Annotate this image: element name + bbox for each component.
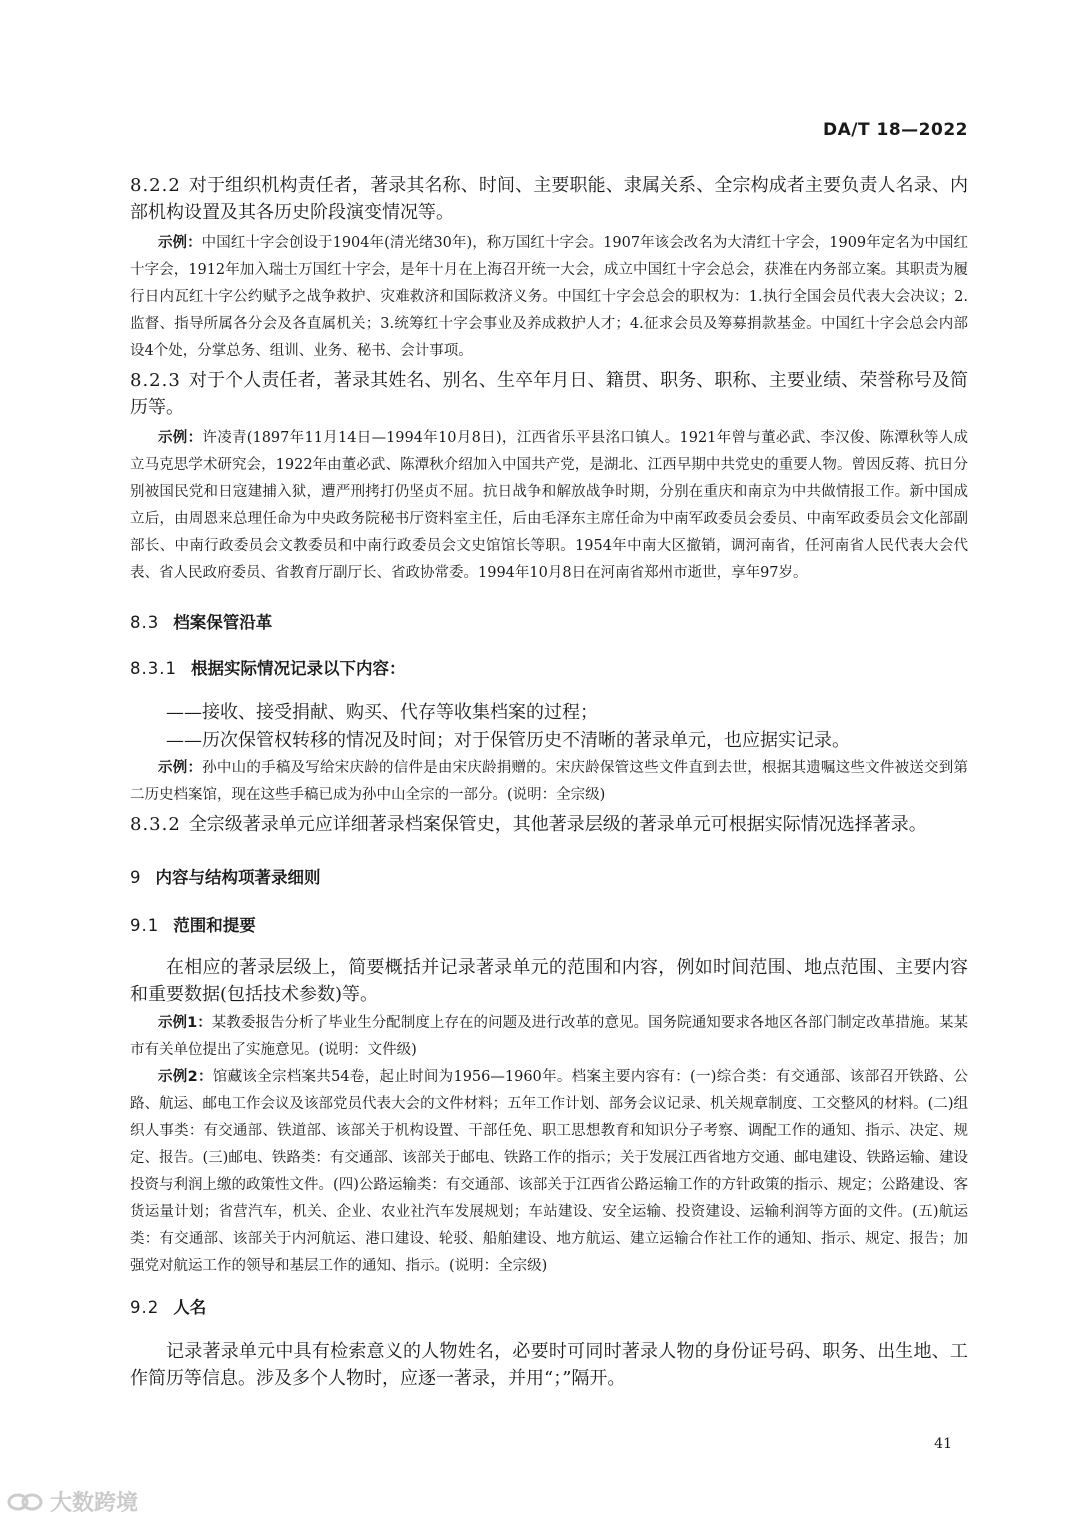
- clause-number: 8.2.3: [130, 370, 181, 391]
- example-8-2-2: [130, 230, 968, 365]
- example-label: 示例：: [158, 760, 203, 776]
- example-text: 某教委报告分析了毕业生分配制度上存在的问题及进行改革的意见。国务院通知要求各地区各部门制定改革措施。某某市有关单位提出了实施意见。(说明：文件级): [130, 1015, 968, 1058]
- heading-9-2: [130, 1296, 968, 1320]
- page-content: [130, 172, 968, 1392]
- heading-9-1: [130, 914, 968, 938]
- clause-text: 对于个人责任者，著录其姓名、别名、生卒年月日、籍贯、职务、职称、主要业绩、荣誉称号及简历等。: [130, 370, 968, 418]
- example-label: 示例：: [158, 430, 203, 446]
- watermark-text: 大数跨境: [50, 1491, 139, 1516]
- heading-number: 9.1: [130, 916, 160, 935]
- example-text: 中国红十字会创设于1904年(清光绪30年)，称万国红十字会。1907年该会改名为大清红十字会，1909年定名为中国红十字会，1912年加入瑞士万国红十字会，是年十月在上海召开统一大会，成立中国红十字会总会，获准在内务部立案。其职责为履行日内瓦红十字公约赋予之战争救护、灾难救济和国际救济义务。中国红十字会总会的职权为：1.执行全国会员代表大会决议；2.监督、指导所属各分会及各直属机关；3.统筹红十字会事业及养成救护人才；4.征求会员及筹募捐款基金。中国红十字会总会内部设4个处，分掌总务、组训、业务、秘书、会计事项。: [130, 235, 969, 359]
- heading-title: 内容与结构项著录细则: [155, 868, 321, 887]
- example-text: 许凌青(1897年11月14日—1994年10月8日)，江西省乐平县洺口镇人。1921年曾与董必武、李汉俊、陈潭秋等人成立马克思学术研究会，1922年由董必武、陈潭秋介绍加入中国共产党，是湖北、江西早期中共党史的重要人物。曾因反蒋、抗日分别被国民党和日寇建捕入狱，遭严刑拷打仍坚贞不屈。抗日战争和解放战争时期，分别在重庆和南京为中共做情报工作。新中国成立后，由周恩来总理任命为中央政务院秘书厅资料室主任，后由毛泽东主席任命为中南军政委员会委员、中南军政委员会文化部副部长、中南行政委员会文教委员和中南行政委员会文史馆馆长等职。1954年中南大区撤销，调河南省，任河南省人民代表大会代表、省人民政府委员、省教育厅副厅长、省政协常委。1994年10月8日在河南省郑州市逝世，享年97岁。: [130, 430, 969, 581]
- paragraph-9-1: 在相应的著录层级上，简要概括并记录著录单元的范围和内容，例如时间范围、地点范围、主要内容和重要数据(包括技术参数)等。: [130, 957, 968, 1005]
- list-item: ——历次保管权转移的情况及时间；对于保管历史不清晰的著录单元，也应据实记录。: [166, 730, 850, 751]
- clause-8-2-3: [130, 367, 968, 421]
- heading-number: 8.3: [130, 613, 160, 632]
- heading-number: 8.3.1: [130, 659, 177, 678]
- heading-title: 根据实际情况记录以下内容：: [190, 659, 406, 678]
- example-9-1-2: [130, 1064, 968, 1280]
- example-9-1-1: [130, 1010, 968, 1064]
- heading-title: 范围和提要: [173, 916, 256, 935]
- document-code: DA/T 18—2022: [823, 120, 968, 140]
- heading-title: 人名: [173, 1298, 207, 1317]
- clause-8-2-2: [130, 172, 968, 226]
- chain-link-logo-icon: [6, 1490, 46, 1514]
- example-text: 孙中山的手稿及写给宋庆龄的信件是由宋庆龄捐赠的。宋庆龄保管这些文件直到去世，根据其遗嘱这些文件被送交到第二历史档案馆，现在这些手稿已成为孙中山全宗的一部分。(说明：全宗级): [130, 760, 969, 803]
- watermark: [6, 1486, 138, 1517]
- heading-number: 9: [130, 868, 142, 887]
- example-label: 示例：: [158, 235, 202, 251]
- example-text: 馆藏该全宗档案共54卷，起止时间为1956—1960年。档案主要内容有：(一)综合类：有交通部、该部召开铁路、公路、航运、邮电工作会议及该部党员代表大会的文件材料；五年工作计划、部务会议记录、机关规章制度、工交整风的材料。(二)组织人事类：有交通部、铁道部、该部关于机构设置、干部任免、职工思想教育和知识分子考察、调配工作的通知、指示、决定、规定、报告。(三)邮电、铁路类：有交通部、该部关于邮电、铁路工作的指示；关于发展江西省地方交通、邮电建设、铁路运输、建设投资与利润上缴的政策性文件。(四)公路运输类：有交通部、该部关于江西省公路运输工作的方针政策的指示、规定；公路建设、客货运量计划；省营汽车，机关、企业、农业社汽车发展规划；车站建设、安全运输、投资建设、运输利润等方面的文件。(五)航运类：有交通部、该部关于内河航运、港口建设、轮驳、船舶建设、地方航运、建立运输合作社工作的通知、指示、规定、报告；加强党对航运工作的领导和基层工作的通知、指示。(说明：全宗级): [130, 1069, 968, 1274]
- clause-number: 8.3.2: [130, 814, 181, 835]
- clause-text: 对于组织机构责任者，著录其名称、时间、主要职能、隶属关系、全宗构成者主要负责人名录、内部机构设置及其各历史阶段演变情况等。: [130, 175, 968, 223]
- clause-text: 全宗级著录单元应详细著录档案保管史，其他著录层级的著录单元可根据实际情况选择著录。: [188, 814, 927, 835]
- heading-title: 档案保管沿革: [173, 613, 273, 632]
- example-label: 示例1：: [158, 1015, 212, 1031]
- heading-number: 9.2: [130, 1298, 160, 1317]
- example-8-2-3: [130, 425, 968, 587]
- heading-8-3-1: [130, 657, 968, 681]
- heading-9: [130, 866, 968, 890]
- paragraph-9-2: 记录著录单元中具有检索意义的人物姓名，必要时可同时著录人物的身份证号码、职务、出生地、工作简历等信息。涉及多个人物时，应逐一著录，并用“；”隔开。: [130, 1341, 968, 1389]
- example-label: 示例2：: [158, 1069, 213, 1085]
- clause-8-3-2: [130, 811, 968, 838]
- heading-8-3: [130, 611, 968, 635]
- example-8-3-1: [130, 755, 968, 809]
- page-number: 41: [934, 1436, 952, 1452]
- clause-number: 8.2.2: [130, 175, 181, 196]
- list-item: ——接收、接受捐献、购买、代存等收集档案的过程；: [166, 702, 598, 723]
